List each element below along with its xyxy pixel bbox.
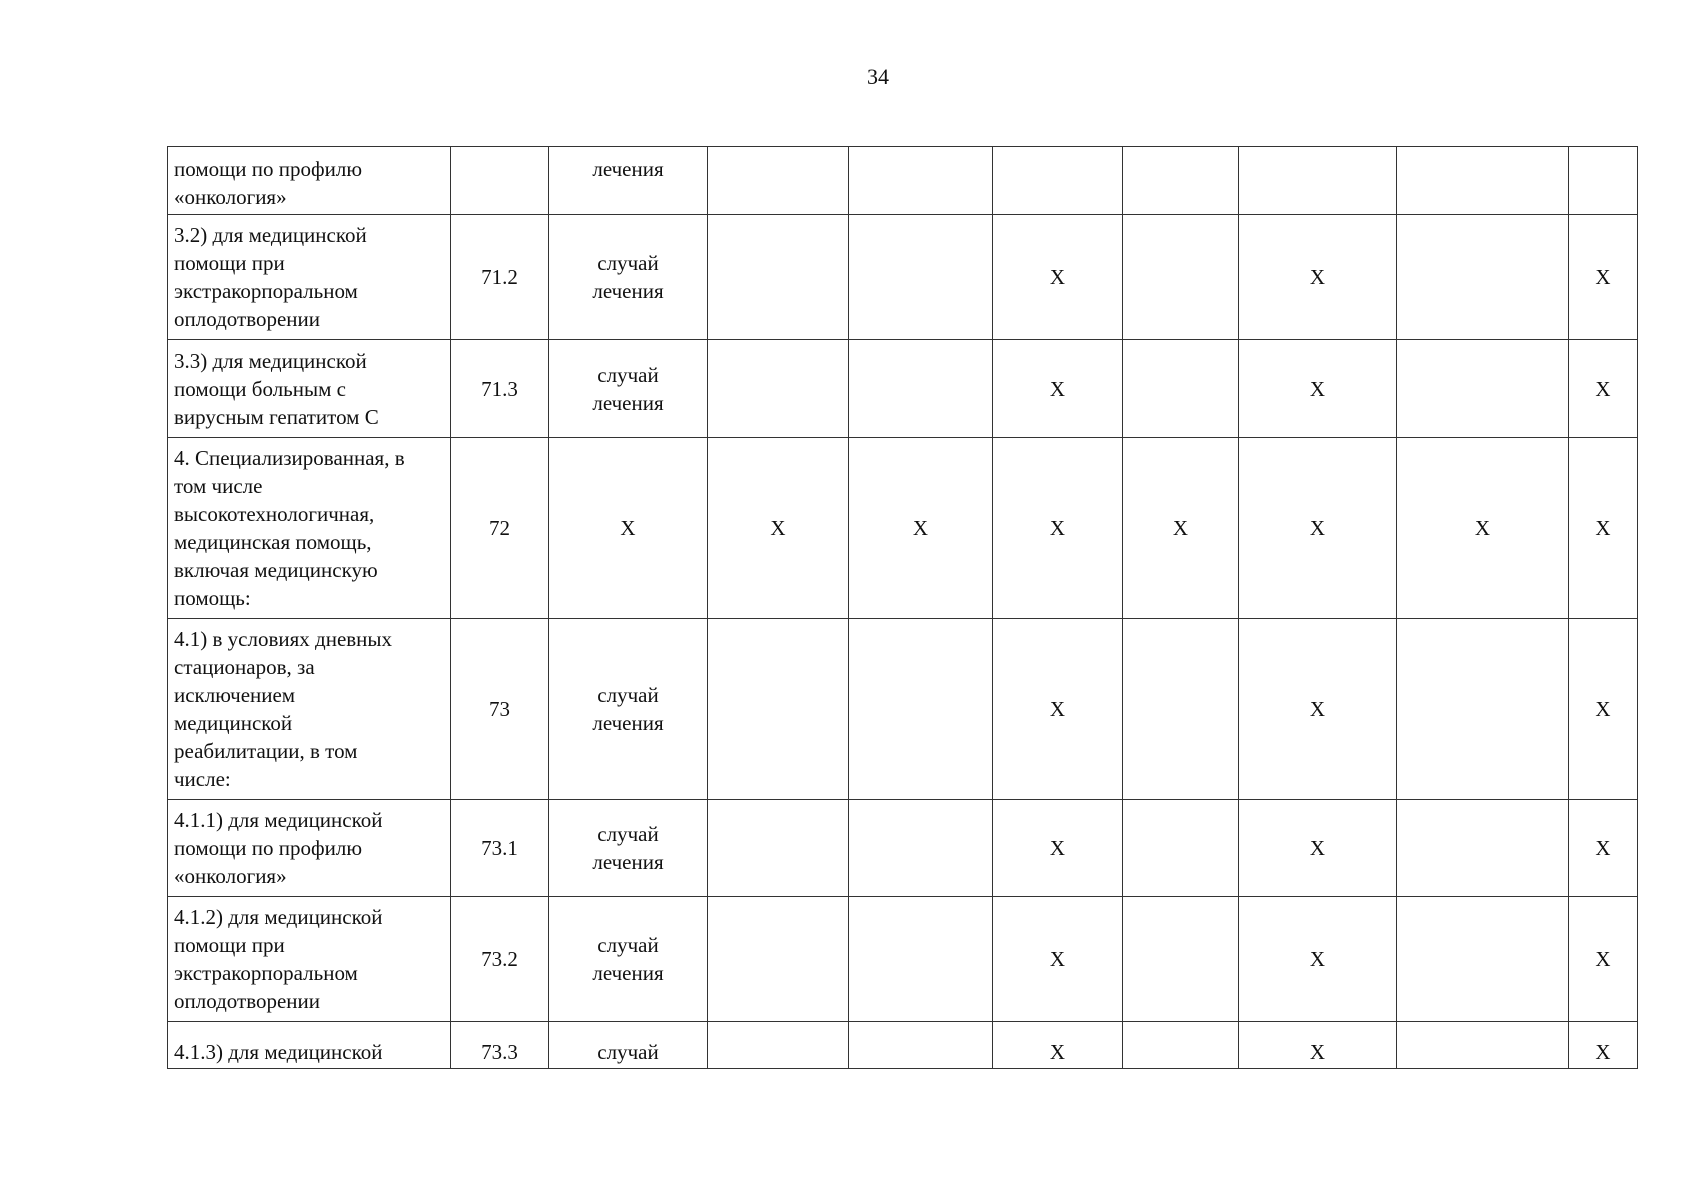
value-cell-c2: X bbox=[849, 438, 993, 619]
row-unit-line: лечения bbox=[592, 279, 664, 303]
row-name-line: 4. Специализированная, в bbox=[174, 446, 405, 470]
value-cell-c5: X bbox=[1239, 438, 1397, 619]
value-cell-c2 bbox=[849, 897, 993, 1022]
row-unit-cell bbox=[549, 438, 708, 619]
value-cell-c4 bbox=[1123, 215, 1239, 340]
value-cell-c4 bbox=[1123, 897, 1239, 1022]
row-name-line: помощи при bbox=[174, 933, 285, 957]
row-name-line: оплодотворении bbox=[174, 989, 321, 1013]
table-row bbox=[168, 438, 1638, 619]
value-cell-c3: X bbox=[993, 1022, 1123, 1069]
row-unit-cell bbox=[549, 147, 708, 215]
row-unit-cell bbox=[549, 897, 708, 1022]
row-unit-line: случай bbox=[597, 1040, 659, 1064]
row-code-cell: 71.3 bbox=[451, 340, 549, 438]
value-cell-c3 bbox=[993, 147, 1123, 215]
row-name-line: медицинской bbox=[174, 711, 293, 735]
table-row bbox=[168, 619, 1638, 800]
row-name-line: «онкология» bbox=[174, 864, 287, 888]
row-name-cell bbox=[168, 340, 451, 438]
row-name-line: 4.1.2) для медицинской bbox=[174, 905, 383, 929]
value-cell-c4 bbox=[1123, 340, 1239, 438]
row-name-line: помощь: bbox=[174, 586, 251, 610]
row-name-line: «онкология» bbox=[174, 185, 287, 209]
value-cell-c5: X bbox=[1239, 800, 1397, 897]
value-cell-c6 bbox=[1397, 800, 1569, 897]
data-table bbox=[167, 146, 1638, 1069]
value-cell-c5: X bbox=[1239, 340, 1397, 438]
value-cell-c7: X bbox=[1569, 619, 1638, 800]
row-unit-line: случай bbox=[597, 251, 659, 275]
value-cell-c3: X bbox=[993, 619, 1123, 800]
row-code-cell: 71.2 bbox=[451, 215, 549, 340]
row-code-cell: 73 bbox=[451, 619, 549, 800]
value-cell-c3: X bbox=[993, 340, 1123, 438]
value-cell-c7: X bbox=[1569, 215, 1638, 340]
row-name-line: исключением bbox=[174, 683, 296, 707]
row-name-line: 3.3) для медицинской bbox=[174, 348, 367, 373]
table-body bbox=[168, 147, 1638, 1069]
value-cell-c2 bbox=[849, 215, 993, 340]
row-name-line: оплодотворении bbox=[174, 307, 321, 331]
row-unit-line: случай bbox=[597, 683, 659, 707]
row-unit-line: лечения bbox=[592, 850, 664, 874]
row-name-line: экстракорпоральном bbox=[174, 279, 358, 303]
row-unit-line: лечения bbox=[592, 711, 664, 735]
value-cell-c1 bbox=[708, 340, 849, 438]
value-cell-c1 bbox=[708, 1022, 849, 1069]
row-unit-line: лечения bbox=[592, 961, 664, 985]
value-cell-c4 bbox=[1123, 619, 1239, 800]
row-unit-line: лечения bbox=[592, 157, 664, 181]
row-name-cell bbox=[168, 800, 451, 897]
row-name-line: помощи по профилю bbox=[174, 157, 363, 181]
row-name-line: высокотехнологичная, bbox=[174, 502, 375, 526]
value-cell-c6 bbox=[1397, 1022, 1569, 1069]
table-row bbox=[168, 897, 1638, 1022]
row-name-line: экстракорпоральном bbox=[174, 961, 358, 985]
row-name-cell bbox=[168, 619, 451, 800]
value-cell-c7 bbox=[1569, 147, 1638, 215]
value-cell-c2 bbox=[849, 340, 993, 438]
value-cell-c7: X bbox=[1569, 897, 1638, 1022]
value-cell-c5: X bbox=[1239, 897, 1397, 1022]
page-number: 34 bbox=[867, 64, 889, 89]
row-name-line: медицинская помощь, bbox=[174, 530, 372, 554]
value-cell-c6 bbox=[1397, 619, 1569, 800]
value-cell-c3: X bbox=[993, 897, 1123, 1022]
row-name-line: том числе bbox=[174, 474, 263, 498]
value-cell-c3: X bbox=[993, 438, 1123, 619]
value-cell-c5: X bbox=[1239, 215, 1397, 340]
row-name-line: 4.1.3) для медицинской bbox=[174, 1040, 383, 1064]
value-cell-c4 bbox=[1123, 147, 1239, 215]
row-code-cell: 72 bbox=[451, 438, 549, 619]
value-cell-c1 bbox=[708, 147, 849, 215]
value-cell-c4: X bbox=[1123, 438, 1239, 619]
table-row bbox=[168, 147, 1638, 215]
row-name-line: помощи по профилю bbox=[174, 836, 363, 860]
value-cell-c5: X bbox=[1239, 1022, 1397, 1069]
table-row bbox=[168, 1022, 1638, 1069]
row-name-line: вирусным гепатитом С bbox=[174, 404, 379, 429]
row-unit-cell bbox=[549, 340, 708, 438]
value-cell-c3: X bbox=[993, 800, 1123, 897]
row-name-line: включая медицинскую bbox=[174, 558, 378, 582]
row-name-cell bbox=[168, 147, 451, 215]
value-cell-c4 bbox=[1123, 800, 1239, 897]
row-name-line: помощи при bbox=[174, 251, 285, 275]
value-cell-c7: X bbox=[1569, 800, 1638, 897]
value-cell-c1: X bbox=[708, 438, 849, 619]
value-cell-c6 bbox=[1397, 340, 1569, 438]
row-name-cell bbox=[168, 438, 451, 619]
row-unit-cell bbox=[549, 800, 708, 897]
value-cell-c2 bbox=[849, 147, 993, 215]
row-name-line: 3.2) для медицинской bbox=[174, 223, 367, 247]
value-cell-c5: X bbox=[1239, 619, 1397, 800]
value-cell-c7: X bbox=[1569, 438, 1638, 619]
value-cell-c5 bbox=[1239, 147, 1397, 215]
row-name-line: помощи больным с bbox=[174, 376, 346, 401]
row-code-cell: 73.2 bbox=[451, 897, 549, 1022]
row-unit-cell bbox=[549, 215, 708, 340]
row-name-cell bbox=[168, 215, 451, 340]
value-cell-c1 bbox=[708, 619, 849, 800]
table-row bbox=[168, 215, 1638, 340]
row-name-cell bbox=[168, 897, 451, 1022]
row-unit-line: X bbox=[620, 516, 636, 540]
value-cell-c6 bbox=[1397, 897, 1569, 1022]
value-cell-c2 bbox=[849, 1022, 993, 1069]
value-cell-c2 bbox=[849, 800, 993, 897]
row-name-line: 4.1.1) для медицинской bbox=[174, 808, 383, 832]
row-code-cell: 73.3 bbox=[451, 1022, 549, 1069]
value-cell-c2 bbox=[849, 619, 993, 800]
table-row bbox=[168, 340, 1638, 438]
row-name-line: числе: bbox=[174, 767, 231, 791]
row-name-line: реабилитации, в том bbox=[174, 739, 358, 763]
value-cell-c4 bbox=[1123, 1022, 1239, 1069]
value-cell-c1 bbox=[708, 215, 849, 340]
value-cell-c6 bbox=[1397, 215, 1569, 340]
row-name-cell bbox=[168, 1022, 451, 1069]
row-code-cell: 73.1 bbox=[451, 800, 549, 897]
value-cell-c1 bbox=[708, 800, 849, 897]
value-cell-c7: X bbox=[1569, 340, 1638, 438]
row-unit-line: лечения bbox=[592, 390, 664, 415]
row-unit-cell bbox=[549, 1022, 708, 1069]
table-row bbox=[168, 800, 1638, 897]
value-cell-c7: X bbox=[1569, 1022, 1638, 1069]
value-cell-c6 bbox=[1397, 147, 1569, 215]
value-cell-c3: X bbox=[993, 215, 1123, 340]
value-cell-c1 bbox=[708, 897, 849, 1022]
row-code-cell bbox=[451, 147, 549, 215]
row-unit-line: случай bbox=[597, 822, 659, 846]
row-unit-cell bbox=[549, 619, 708, 800]
value-cell-c6: X bbox=[1397, 438, 1569, 619]
row-unit-line: случай bbox=[597, 362, 659, 387]
row-name-line: стационаров, за bbox=[174, 655, 315, 679]
row-unit-line: случай bbox=[597, 933, 659, 957]
row-name-line: 4.1) в условиях дневных bbox=[174, 627, 393, 651]
